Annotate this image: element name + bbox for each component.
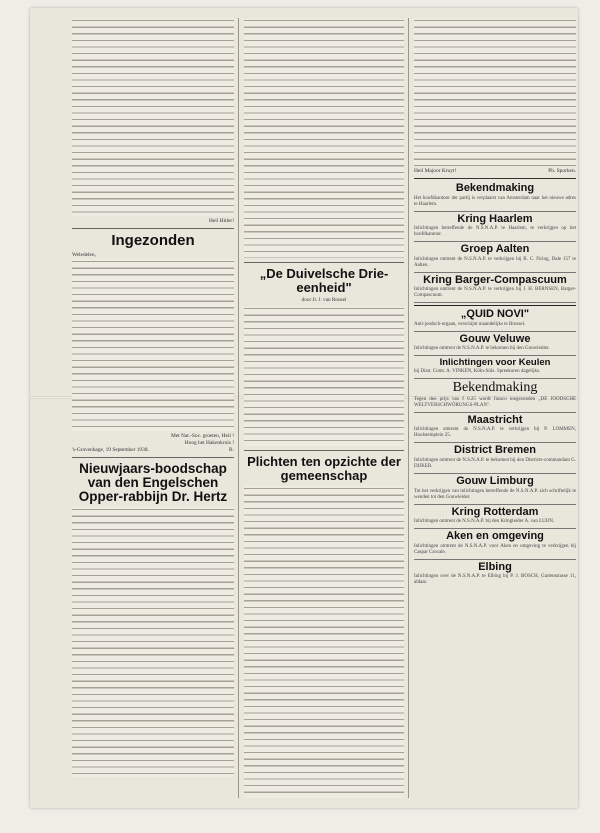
closing-signature (414, 168, 576, 174)
column-rule (238, 18, 239, 798)
advert-title: Aken en omgeving (446, 530, 544, 543)
signature-line: Hoog het Hakenkruis ! (184, 439, 234, 446)
article-title-plichten: Plichten ten opzichte der gemeenschap (247, 454, 401, 483)
advert-text: Inlichtingen omtrent de N.S.N.A.P. te verkrijgen bij J. H. BERNSEN, Barger-Compascuum. (414, 287, 576, 299)
advert-title: Maastricht (467, 413, 523, 426)
advert-title: Inlichtingen voor Keulen (439, 357, 551, 369)
advert-quid-novi (414, 305, 576, 332)
advert-maastricht (414, 415, 576, 444)
advert-text: Anti-joodsch-orgaan, verschijnt maandelijks te Brussel. (414, 321, 526, 327)
place-date-line (72, 447, 234, 453)
advert-text: Tegen den prijs van f 0.25 wordt franco toegezonden „DE JOODSCHE WELTVERSCHWÖRUNGS-PLAN". (414, 396, 576, 408)
column-right (414, 18, 576, 798)
advert-text: bij Distr. Comt. A. VINKEN, Köln-Sülz. Spreekuren dagelijks. (414, 369, 541, 375)
body-text-block (414, 18, 576, 166)
body-text-block (244, 486, 404, 798)
body-text-block (72, 507, 234, 777)
article-title-duivelsche: „De Duivelsche Drie-eenheid" (259, 266, 389, 295)
advert-text: Inlichtingen betreffende de N.S.N.A.P. te Haarlem, te verkrijgen op het hoofdkantoor. (414, 226, 576, 238)
divider (72, 457, 234, 458)
author-initial: B. (229, 446, 234, 453)
column-left (72, 18, 234, 798)
advert-bekendmaking-2 (414, 381, 576, 413)
advert-gouw-veluwe (414, 334, 576, 357)
advert-text: Inlichtingen omtrent de N.S.N.A.P. voor Aken en omgeving te verkrijgen bij Caspar Crocale. (414, 543, 576, 555)
closing-line: Heil Hitler! (209, 218, 234, 224)
column-rule (408, 18, 409, 798)
advert-text: Inlichtingen omtrent de N.S.N.A.P. te bekomen bij den Gouwleider. (414, 346, 550, 352)
advert-text: Inlichtingen omtrent de N.S.N.A.P. te verkrijgen bij B. C. Firing, Dale 157 te Aalten. (414, 256, 576, 268)
advert-title: „QUID NOVI" (460, 308, 530, 321)
advert-title: Kring Rotterdam (451, 505, 539, 518)
advert-kring-barger (414, 275, 576, 304)
signed-name: Ph. Sporken. (548, 168, 576, 174)
advert-kring-rotterdam (414, 507, 576, 530)
place-date: 's-Gravenhage, 19 September 1938. (72, 446, 149, 453)
advert-title: Elbing (478, 560, 512, 573)
advert-bekendmaking (414, 183, 576, 212)
advert-title: Kring Barger-Compascuum (423, 273, 567, 286)
advert-text: Inlichtingen omtrent de N.S.N.A.P. te bekomen bij den Districts-commandant G. DIJKER. (414, 458, 576, 470)
advert-title: Gouw Veluwe (459, 332, 531, 345)
advert-groep-aalten (414, 244, 576, 273)
body-text-block (72, 259, 234, 431)
divider (244, 262, 404, 263)
signature-line: Met Nat.-Soc. groeten, Heil ! (170, 432, 234, 439)
byline: door Jr. J. van Roosel (301, 297, 347, 304)
advert-title: Gouw Limburg (456, 475, 534, 488)
advert-text: Tot het verkrijgen van inlichtingen betreffende de N.S.N.A.P. zich schriftelijk te wenden tot den Gouwleider. (414, 488, 576, 500)
column-middle (244, 18, 404, 798)
advert-district-bremen (414, 445, 576, 474)
advert-keulen (414, 358, 576, 379)
advert-kring-haarlem (414, 214, 576, 243)
advert-title: Groep Aalten (460, 243, 530, 256)
body-text-block (244, 18, 404, 258)
article-title-nieuwjaars: Nieuwjaars-boodschap van den Engelschen Opper-rabbijn Dr. Hertz (78, 460, 228, 505)
heil-line: Heil Majoor Kruyt! (414, 168, 457, 174)
advert-title: Bekendmaking (452, 380, 538, 396)
advert-gouw-limburg (414, 476, 576, 505)
advert-title: District Bremen (454, 444, 536, 457)
newspaper-page (30, 8, 578, 808)
advert-title: Kring Haarlem (457, 212, 533, 225)
divider (414, 178, 576, 179)
advert-elbing (414, 562, 576, 590)
salutation: Weledelen, (72, 251, 96, 258)
advert-title: Bekendmaking (455, 182, 535, 194)
divider (72, 228, 234, 229)
advert-text: Inlichtingen over de N.S.N.A.P. te Elbing bij P. J. BOSCH, Gartenstrasse 11, aldaar. (414, 574, 576, 586)
advert-text: Inlichtingen omtrent de N.S.N.A.P. te verkrijgen bij P. LOMMEN, Hoolsteinplein 25. (414, 427, 576, 439)
body-text-block (72, 18, 234, 216)
divider (244, 450, 404, 451)
advert-text: Inlichtingen omtrent de N.S.N.A.P. bij den Kringleider A. van LUIJN. (414, 519, 555, 525)
article-title-ingezonden: Ingezonden (111, 232, 195, 249)
advert-aken (414, 531, 576, 560)
body-text-block (244, 306, 404, 446)
advert-text: Het hoofdkantoor der partij is verplaatst van Amsterdam naar het nieuwe adres te Haarlem. (414, 195, 576, 207)
